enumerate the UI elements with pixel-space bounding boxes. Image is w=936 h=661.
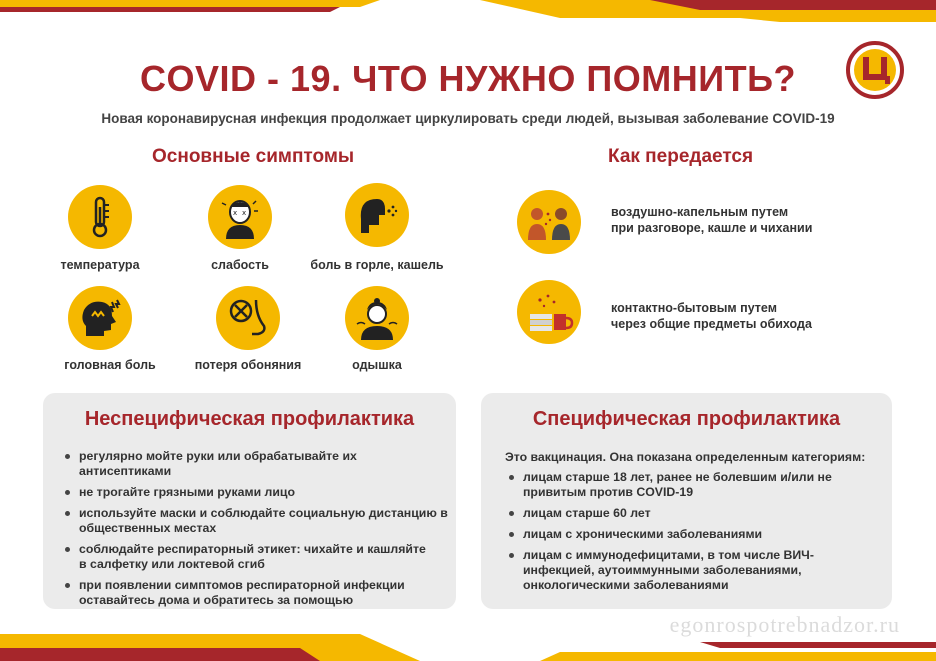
page-subtitle: Новая коронавирусная инфекция продолжает циркулировать среди людей, вызывая заболевание COVID-19 <box>101 111 835 126</box>
symptom-label: боль в горле, кашель <box>310 258 444 272</box>
list-item: лицам с иммунодефицитами, в том числе ВИЧ- инфекцией, аутоиммунными заболеваниями, онкологическими заболеваниями <box>507 548 877 593</box>
symptom-label: одышка <box>352 358 402 372</box>
svg-text:x: x <box>242 209 247 217</box>
watermark: egonrospotrebnadzor.ru <box>669 612 900 637</box>
nonspecific-prophylaxis-card <box>43 393 456 609</box>
transmission-airborne-line1: воздушно-капельным путем <box>611 205 789 219</box>
specific-list <box>507 470 877 599</box>
symptoms-heading: Основные симптомы <box>152 146 355 167</box>
thermometer-icon <box>68 185 132 249</box>
list-item: лицам старше 18 лет, ранее не болевшим и/или не привитым против COVID-19 <box>507 470 877 500</box>
symptom-label: потеря обоняния <box>194 358 302 372</box>
list-item: лицам старше 60 лет <box>507 506 877 521</box>
specific-heading: Специфическая профилактика <box>532 408 841 430</box>
symptom-label: слабость <box>211 258 269 272</box>
svg-text:x: x <box>233 209 238 217</box>
list-item: при появлении симптомов респираторной инфекции оставайтесь дома и обратитесь за помощью <box>63 578 448 608</box>
list-item: используйте маски и соблюдайте социальную дистанцию в общественных местах <box>63 506 448 536</box>
transmission-contact-line1: контактно-бытовым путем <box>611 301 777 315</box>
specific-prophylaxis-card <box>481 393 892 609</box>
household-contact-icon <box>517 280 581 344</box>
headache-icon <box>68 286 132 350</box>
page-title: COVID - 19. ЧТО НУЖНО ПОМНИТЬ? <box>140 58 796 99</box>
no-smell-icon <box>216 286 280 350</box>
list-item: лицам с хроническими заболеваниями <box>507 527 877 542</box>
dizzy-person-icon <box>208 185 272 249</box>
list-item: соблюдайте респираторный этикет: чихайте и кашляйте в салфетку или локтевой сгиб <box>63 542 448 572</box>
list-item: не трогайте грязными руками лицо <box>63 485 448 500</box>
symptom-label: температура <box>60 258 140 272</box>
list-item: регулярно мойте руки или обрабатывайте их антисептиками <box>63 449 448 479</box>
transmission-heading: Как передается <box>608 146 754 167</box>
airborne-icon <box>517 190 581 254</box>
nonspecific-list <box>63 449 448 614</box>
symptom-label: головная боль <box>64 358 156 372</box>
nonspecific-heading: Неспецифическая профилактика <box>84 408 415 430</box>
top-decorative-bar <box>0 0 936 40</box>
transmission-contact-line2: через общие предметы обихода <box>611 317 812 331</box>
cough-icon <box>345 183 409 247</box>
transmission-airborne-line2: при разговоре, кашле и чихании <box>611 221 813 235</box>
specific-intro: Это вакцинация. Она показана определенным категориям: <box>505 450 866 464</box>
shortness-of-breath-icon <box>345 286 409 350</box>
